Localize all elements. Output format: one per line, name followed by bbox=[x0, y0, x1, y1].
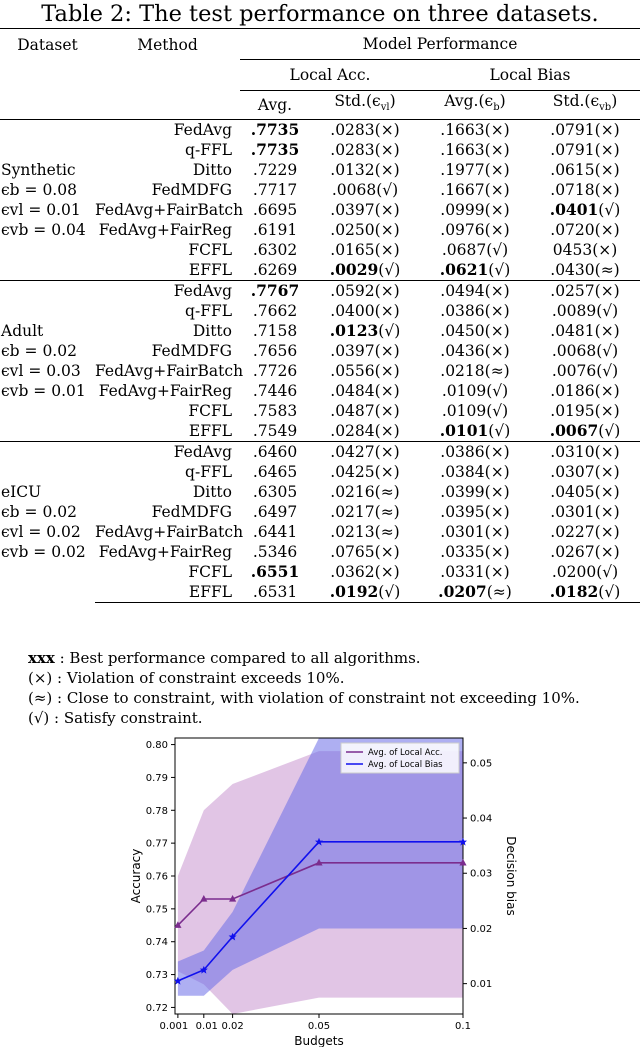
constraint-symbol: (×) bbox=[374, 161, 400, 179]
bias-avg-cell: .0335(×) bbox=[440, 543, 510, 561]
acc-avg-cell: .6497 bbox=[252, 503, 298, 521]
y2-tick-label: 0.03 bbox=[470, 868, 493, 880]
constraint-symbol: (√) bbox=[598, 583, 621, 601]
constraint-symbol: (×) bbox=[484, 523, 510, 541]
bias-avg-cell: .0494(×) bbox=[420, 281, 530, 302]
y-tick-label: 0.78 bbox=[145, 805, 168, 817]
constraint-symbol: (×) bbox=[484, 483, 510, 501]
dataset-param: ϵvb = 0.04 bbox=[1, 221, 86, 239]
constraint-symbol: (√) bbox=[488, 422, 511, 440]
constraint-symbol: (×) bbox=[374, 543, 400, 561]
bias-avg-cell: .0386(×) bbox=[420, 442, 530, 463]
table-row bbox=[0, 240, 640, 260]
method-cell: FCFL bbox=[188, 402, 232, 420]
acc-avg-cell: .7446 bbox=[252, 382, 298, 400]
results-table bbox=[0, 28, 640, 603]
legend-violation: (×) : Violation of constraint exceeds 10%. bbox=[28, 669, 345, 687]
bias-std-cell: .0257(×) bbox=[530, 281, 640, 302]
method-cell: FedAvg+FairBatch bbox=[95, 523, 244, 541]
bias-avg-cell: .1667(×) bbox=[440, 181, 510, 199]
constraint-symbol: (×) bbox=[484, 463, 510, 481]
bias-std-cell: .0182(√) bbox=[530, 582, 640, 603]
model-performance-header: Model Performance bbox=[240, 29, 640, 60]
dataset-name: Synthetic bbox=[1, 161, 76, 179]
acc-avg-cell: .7229 bbox=[252, 161, 298, 179]
acc-avg-cell: .7158 bbox=[252, 322, 298, 340]
constraint-symbol: (×) bbox=[484, 302, 510, 320]
constraint-symbol: (√) bbox=[488, 261, 511, 279]
constraint-symbol: (√) bbox=[596, 342, 619, 360]
constraint-symbol: (×) bbox=[484, 201, 510, 219]
bias-std-cell: .0195(×) bbox=[550, 402, 620, 420]
bias-avg-cell: .0109(√) bbox=[441, 382, 509, 400]
bias-avg-cell: .0218(≈) bbox=[440, 362, 510, 380]
method-cell: q-FFL bbox=[185, 463, 232, 481]
bias-std-cell: .0067(√) bbox=[549, 421, 621, 440]
constraint-symbol: (×) bbox=[374, 463, 400, 481]
table-row bbox=[0, 421, 640, 442]
table-row bbox=[0, 442, 640, 463]
table-row bbox=[0, 260, 640, 281]
method-cell: FedMDFG bbox=[151, 503, 232, 521]
dataset-param: ϵb = 0.08 bbox=[1, 181, 77, 199]
constraint-symbol: (×) bbox=[594, 141, 620, 159]
constraint-symbol: (×) bbox=[594, 161, 620, 179]
bias-std-cell: .0791(×) bbox=[530, 120, 640, 141]
bias-std-cell: .0068(√) bbox=[551, 342, 619, 360]
constraint-symbol: (×) bbox=[484, 282, 510, 300]
acc-std-cell: .0213(≈) bbox=[330, 523, 400, 541]
dataset-header: Dataset bbox=[0, 29, 95, 120]
bias-std-cell: .0301(×) bbox=[550, 503, 620, 521]
y-axis-label: Accuracy bbox=[129, 848, 143, 904]
dataset-param: ϵb = 0.02 bbox=[1, 503, 77, 522]
acc-std-cell: .0556(×) bbox=[330, 362, 400, 380]
acc-avg-cell: .7726 bbox=[252, 362, 298, 380]
method-cell: FCFL bbox=[188, 563, 232, 581]
dataset-cell bbox=[0, 442, 95, 603]
dataset-param: ϵb = 0.02 bbox=[1, 342, 77, 360]
table-row bbox=[0, 220, 640, 240]
y-tick-label: 0.79 bbox=[145, 772, 168, 784]
method-cell: FedAvg+FairReg bbox=[98, 221, 232, 239]
constraint-symbol: (×) bbox=[374, 282, 400, 300]
x-axis-label: Budgets bbox=[294, 1034, 344, 1047]
dataset-name: eICU bbox=[1, 483, 42, 502]
constraint-symbol: (×) bbox=[374, 241, 400, 259]
constraint-symbol: (√) bbox=[378, 322, 401, 340]
constraint-symbol: (×) bbox=[594, 382, 620, 400]
constraint-symbol: (×) bbox=[594, 463, 620, 481]
acc-avg-cell: .7583 bbox=[252, 402, 298, 420]
method-cell: FedAvg+FairBatch bbox=[95, 362, 244, 380]
constraint-symbol: (×) bbox=[374, 402, 400, 420]
constraint-symbol: (×) bbox=[374, 342, 400, 360]
y2-tick-label: 0.01 bbox=[470, 979, 493, 991]
constraint-symbol: (≈) bbox=[374, 483, 400, 501]
table-legend bbox=[28, 648, 580, 728]
table-row bbox=[0, 401, 640, 421]
acc-avg-cell: .7735 bbox=[240, 120, 310, 141]
table-row bbox=[0, 522, 640, 542]
bias-avg-cell: .1977(×) bbox=[440, 161, 510, 179]
dataset-param: ϵvl = 0.02 bbox=[1, 523, 81, 542]
constraint-symbol: (√) bbox=[596, 563, 619, 581]
constraint-symbol: (√) bbox=[376, 181, 399, 199]
bias-std-cell: .0615(×) bbox=[550, 161, 620, 179]
acc-std-cell: .0165(×) bbox=[330, 241, 400, 259]
constraint-symbol: (≈) bbox=[594, 261, 620, 279]
table-row bbox=[0, 482, 640, 502]
constraint-symbol: (×) bbox=[374, 221, 400, 239]
bias-avg-cell: .0450(×) bbox=[440, 322, 510, 340]
constraint-symbol: (×) bbox=[484, 563, 510, 581]
x-tick-label: 0.02 bbox=[221, 1021, 244, 1032]
acc-std-cell: .0283(×) bbox=[330, 141, 400, 159]
bias-avg-cell: .0395(×) bbox=[440, 503, 510, 521]
y2-tick-label: 0.04 bbox=[470, 813, 493, 825]
constraint-symbol: (√) bbox=[486, 382, 509, 400]
constraint-symbol: (×) bbox=[484, 141, 510, 159]
dataset-param: ϵvl = 0.03 bbox=[1, 362, 81, 380]
bias-avg-cell: .0399(×) bbox=[440, 483, 510, 501]
bias-avg-cell: .0109(√) bbox=[441, 402, 509, 420]
bias-std-cell: .0307(×) bbox=[550, 463, 620, 481]
table-row bbox=[0, 582, 640, 603]
bias-avg-cell: .0386(×) bbox=[440, 302, 510, 320]
method-cell: FedAvg+FairBatch bbox=[95, 201, 244, 219]
constraint-symbol: (×) bbox=[594, 181, 620, 199]
constraint-symbol: (×) bbox=[594, 121, 620, 139]
legend-label: Avg. of Local Acc. bbox=[368, 748, 443, 758]
acc-std-cell: .0425(×) bbox=[330, 463, 400, 481]
constraint-symbol: (×) bbox=[594, 282, 620, 300]
acc-avg-cell: .5346 bbox=[252, 543, 298, 561]
bias-avg-cell: .0436(×) bbox=[440, 342, 510, 360]
acc-avg-cell: .6531 bbox=[240, 582, 310, 603]
method-cell: EFFL bbox=[188, 261, 232, 279]
constraint-symbol: (×) bbox=[594, 322, 620, 340]
method-cell: FedMDFG bbox=[151, 181, 232, 199]
bias-std-cell: .0405(×) bbox=[550, 483, 620, 501]
legend-close: (≈) : Close to constraint, with violation of constraint not exceeding 10%. bbox=[28, 689, 580, 707]
bias-avg-cell: .0687(√) bbox=[441, 241, 509, 259]
constraint-symbol: (×) bbox=[594, 221, 620, 239]
method-cell: FedMDFG bbox=[151, 342, 232, 360]
acc-avg-cell: .6441 bbox=[252, 523, 298, 541]
constraint-symbol: (×) bbox=[484, 543, 510, 561]
bias-avg-cell: .0207(≈) bbox=[420, 582, 530, 603]
x-tick-label: 0.1 bbox=[455, 1021, 471, 1032]
local-bias-header: Local Bias bbox=[420, 60, 640, 91]
bias-avg-cell: .0331(×) bbox=[440, 563, 510, 581]
acc-std-cell: .0284(×) bbox=[330, 422, 400, 440]
legend-satisfy: (√) : Satisfy constraint. bbox=[28, 709, 203, 727]
y-tick-label: 0.75 bbox=[145, 904, 168, 916]
y-tick-label: 0.76 bbox=[145, 871, 168, 883]
budget-chart bbox=[0, 730, 640, 1047]
acc-avg-cell: .7735 bbox=[250, 140, 300, 159]
table-row bbox=[0, 562, 640, 582]
dataset-param: ϵvl = 0.01 bbox=[1, 201, 81, 219]
constraint-symbol: (√) bbox=[596, 302, 619, 320]
table-row bbox=[0, 341, 640, 361]
legend-label: Avg. of Local Bias bbox=[368, 760, 443, 770]
bias-avg-cell: .1663(×) bbox=[420, 120, 530, 141]
bias-avg-cell: .0621(√) bbox=[439, 260, 511, 279]
acc-avg-cell: .6551 bbox=[250, 562, 300, 581]
constraint-symbol: (√) bbox=[598, 201, 621, 219]
bias-avg-cell: .0384(×) bbox=[440, 463, 510, 481]
bias-avg-cell: .0976(×) bbox=[440, 221, 510, 239]
constraint-symbol: (√) bbox=[596, 362, 619, 380]
table-row bbox=[0, 140, 640, 160]
method-cell: FedAvg bbox=[95, 442, 240, 463]
bias-std-cell: .0200(√) bbox=[551, 563, 619, 581]
bias-std-cell: .0076(√) bbox=[551, 362, 619, 380]
constraint-symbol: (×) bbox=[374, 141, 400, 159]
bias-std-cell: .0267(×) bbox=[550, 543, 620, 561]
y2-tick-label: 0.02 bbox=[470, 923, 493, 935]
acc-std-cell: .0216(≈) bbox=[330, 483, 400, 501]
method-cell: Ditto bbox=[192, 161, 232, 179]
table-row bbox=[0, 502, 640, 522]
bias-std-cell: .0401(√) bbox=[549, 200, 621, 219]
acc-std-cell: .0484(×) bbox=[330, 382, 400, 400]
constraint-symbol: (≈) bbox=[374, 523, 400, 541]
acc-avg-cell: .6695 bbox=[252, 201, 298, 219]
bias-std-cell: .0430(≈) bbox=[550, 261, 620, 279]
constraint-symbol: (×) bbox=[374, 422, 400, 440]
dataset-name: Adult bbox=[1, 322, 44, 340]
std-vb-header: $Std.(\epsilon_{vb})$ bbox=[530, 91, 640, 120]
constraint-symbol: (×) bbox=[594, 543, 620, 561]
constraint-symbol: (√) bbox=[486, 241, 509, 259]
constraint-symbol: (×) bbox=[484, 503, 510, 521]
constraint-symbol: (×) bbox=[592, 241, 618, 259]
method-cell: Ditto bbox=[192, 322, 232, 340]
x-tick-label: 0.05 bbox=[307, 1021, 331, 1032]
acc-avg-cell: .7549 bbox=[252, 422, 298, 440]
dataset-param: ϵvb = 0.01 bbox=[1, 382, 86, 400]
method-cell: FedAvg+FairReg bbox=[98, 543, 232, 561]
acc-std-cell: .0487(×) bbox=[330, 402, 400, 420]
table-row bbox=[0, 542, 640, 562]
bias-avg-cell: .1663(×) bbox=[440, 141, 510, 159]
acc-std-cell: .0029(√) bbox=[329, 260, 401, 279]
acc-std-cell: .0068(√) bbox=[331, 181, 399, 199]
bias-std-cell: .0718(×) bbox=[550, 181, 620, 199]
std-vl-header: $Std.(\epsilon_{vl})$ bbox=[310, 91, 420, 120]
table-row bbox=[0, 200, 640, 220]
table-row bbox=[0, 120, 640, 141]
constraint-symbol: (√) bbox=[378, 261, 401, 279]
constraint-symbol: (×) bbox=[484, 221, 510, 239]
legend-best: xxx : Best performance compared to all algorithms. bbox=[28, 649, 421, 667]
acc-std-cell: .0397(×) bbox=[330, 342, 400, 360]
constraint-symbol: (×) bbox=[594, 402, 620, 420]
method-cell: FedAvg bbox=[95, 120, 240, 141]
bias-std-cell: .0227(×) bbox=[550, 523, 620, 541]
table-row bbox=[0, 462, 640, 482]
constraint-symbol: (×) bbox=[374, 201, 400, 219]
constraint-symbol: (×) bbox=[374, 563, 400, 581]
y-tick-label: 0.73 bbox=[145, 970, 168, 982]
acc-std-cell: .0217(≈) bbox=[330, 503, 400, 521]
bias-std-cell: 0453(×) bbox=[552, 241, 618, 259]
constraint-symbol: (×) bbox=[484, 342, 510, 360]
bias-avg-cell: .0999(×) bbox=[440, 201, 510, 219]
acc-std-cell: .0250(×) bbox=[330, 221, 400, 239]
acc-avg-cell: .7767 bbox=[240, 281, 310, 302]
method-cell: FedAvg+FairReg bbox=[98, 382, 232, 400]
constraint-symbol: (≈) bbox=[374, 503, 400, 521]
acc-std-cell: .0362(×) bbox=[330, 563, 400, 581]
constraint-symbol: (×) bbox=[374, 382, 400, 400]
method-cell: EFFL bbox=[95, 582, 240, 603]
method-cell: q-FFL bbox=[185, 302, 232, 320]
acc-avg-cell: .7656 bbox=[252, 342, 298, 360]
acc-std-cell: .0427(×) bbox=[310, 442, 420, 463]
acc-avg-cell: .6460 bbox=[240, 442, 310, 463]
acc-std-cell: .0123(√) bbox=[329, 321, 401, 340]
acc-std-cell: .0400(×) bbox=[330, 302, 400, 320]
y-tick-label: 0.72 bbox=[145, 1002, 168, 1014]
y-tick-label: 0.80 bbox=[145, 740, 168, 752]
bias-std-cell: .0720(×) bbox=[550, 221, 620, 239]
acc-std-cell: .0283(×) bbox=[310, 120, 420, 141]
constraint-symbol: (×) bbox=[374, 443, 400, 461]
constraint-symbol: (×) bbox=[594, 443, 620, 461]
table-row bbox=[0, 180, 640, 200]
constraint-symbol: (×) bbox=[484, 121, 510, 139]
bias-std-cell: .0186(×) bbox=[550, 382, 620, 400]
constraint-symbol: (≈) bbox=[484, 362, 510, 380]
x-tick-label: 0.001 bbox=[159, 1021, 189, 1032]
dataset-cell bbox=[0, 281, 95, 442]
y2-tick-label: 0.05 bbox=[470, 758, 493, 770]
acc-std-cell: .0397(×) bbox=[330, 201, 400, 219]
local-acc-header: Local Acc. bbox=[240, 60, 420, 91]
method-cell: FedAvg bbox=[95, 281, 240, 302]
acc-avg-cell: .7662 bbox=[252, 302, 298, 320]
constraint-symbol: (×) bbox=[374, 121, 400, 139]
y-tick-label: 0.74 bbox=[145, 937, 168, 949]
acc-std-cell: .0192(√) bbox=[310, 582, 420, 603]
constraint-symbol: (×) bbox=[484, 443, 510, 461]
table-row bbox=[0, 301, 640, 321]
method-header: Method bbox=[95, 29, 240, 120]
acc-std-cell: .0592(×) bbox=[310, 281, 420, 302]
bias-std-cell: .0089(√) bbox=[551, 302, 619, 320]
table-row bbox=[0, 160, 640, 180]
x-tick-label: 0.01 bbox=[195, 1021, 218, 1032]
acc-std-cell: .0765(×) bbox=[330, 543, 400, 561]
constraint-symbol: (×) bbox=[484, 161, 510, 179]
avg-b-header: $Avg.(\epsilon_b)$ bbox=[420, 91, 530, 120]
method-cell: Ditto bbox=[192, 483, 232, 501]
constraint-symbol: (×) bbox=[594, 503, 620, 521]
y-tick-label: 0.77 bbox=[145, 838, 168, 850]
acc-avg-cell: .6465 bbox=[252, 463, 298, 481]
table-row bbox=[0, 281, 640, 302]
acc-avg-cell: .6191 bbox=[252, 221, 298, 239]
table-row bbox=[0, 321, 640, 341]
dataset-cell bbox=[0, 120, 95, 281]
constraint-symbol: (≈) bbox=[486, 583, 512, 601]
method-cell: FCFL bbox=[188, 241, 232, 259]
acc-avg-cell: .6305 bbox=[252, 483, 298, 501]
bias-std-cell: .0791(×) bbox=[550, 141, 620, 159]
table-row bbox=[0, 361, 640, 381]
avg-header: Avg. bbox=[240, 91, 310, 120]
acc-std-cell: .0132(×) bbox=[330, 161, 400, 179]
constraint-symbol: (×) bbox=[374, 362, 400, 380]
constraint-symbol: (×) bbox=[594, 483, 620, 501]
dataset-param: ϵvb = 0.02 bbox=[1, 543, 86, 562]
constraint-symbol: (√) bbox=[598, 422, 621, 440]
constraint-symbol: (×) bbox=[594, 523, 620, 541]
acc-avg-cell: .7717 bbox=[252, 181, 298, 199]
bias-std-cell: .0481(×) bbox=[550, 322, 620, 340]
table-row bbox=[0, 381, 640, 401]
constraint-symbol: (×) bbox=[484, 322, 510, 340]
bias-avg-cell: .0301(×) bbox=[440, 523, 510, 541]
table-caption: Table 2: The test performance on three datasets. bbox=[41, 1, 599, 27]
constraint-symbol: (√) bbox=[486, 402, 509, 420]
bias-avg-cell: .0101(√) bbox=[439, 421, 511, 440]
constraint-symbol: (√) bbox=[378, 583, 401, 601]
bias-std-cell: .0310(×) bbox=[530, 442, 640, 463]
y2-axis-label: Decision bias bbox=[504, 836, 518, 916]
acc-avg-cell: .6269 bbox=[252, 261, 298, 279]
constraint-symbol: (×) bbox=[374, 302, 400, 320]
acc-avg-cell: .6302 bbox=[252, 241, 298, 259]
constraint-symbol: (×) bbox=[484, 181, 510, 199]
method-cell: EFFL bbox=[188, 422, 232, 440]
method-cell: q-FFL bbox=[185, 141, 232, 159]
